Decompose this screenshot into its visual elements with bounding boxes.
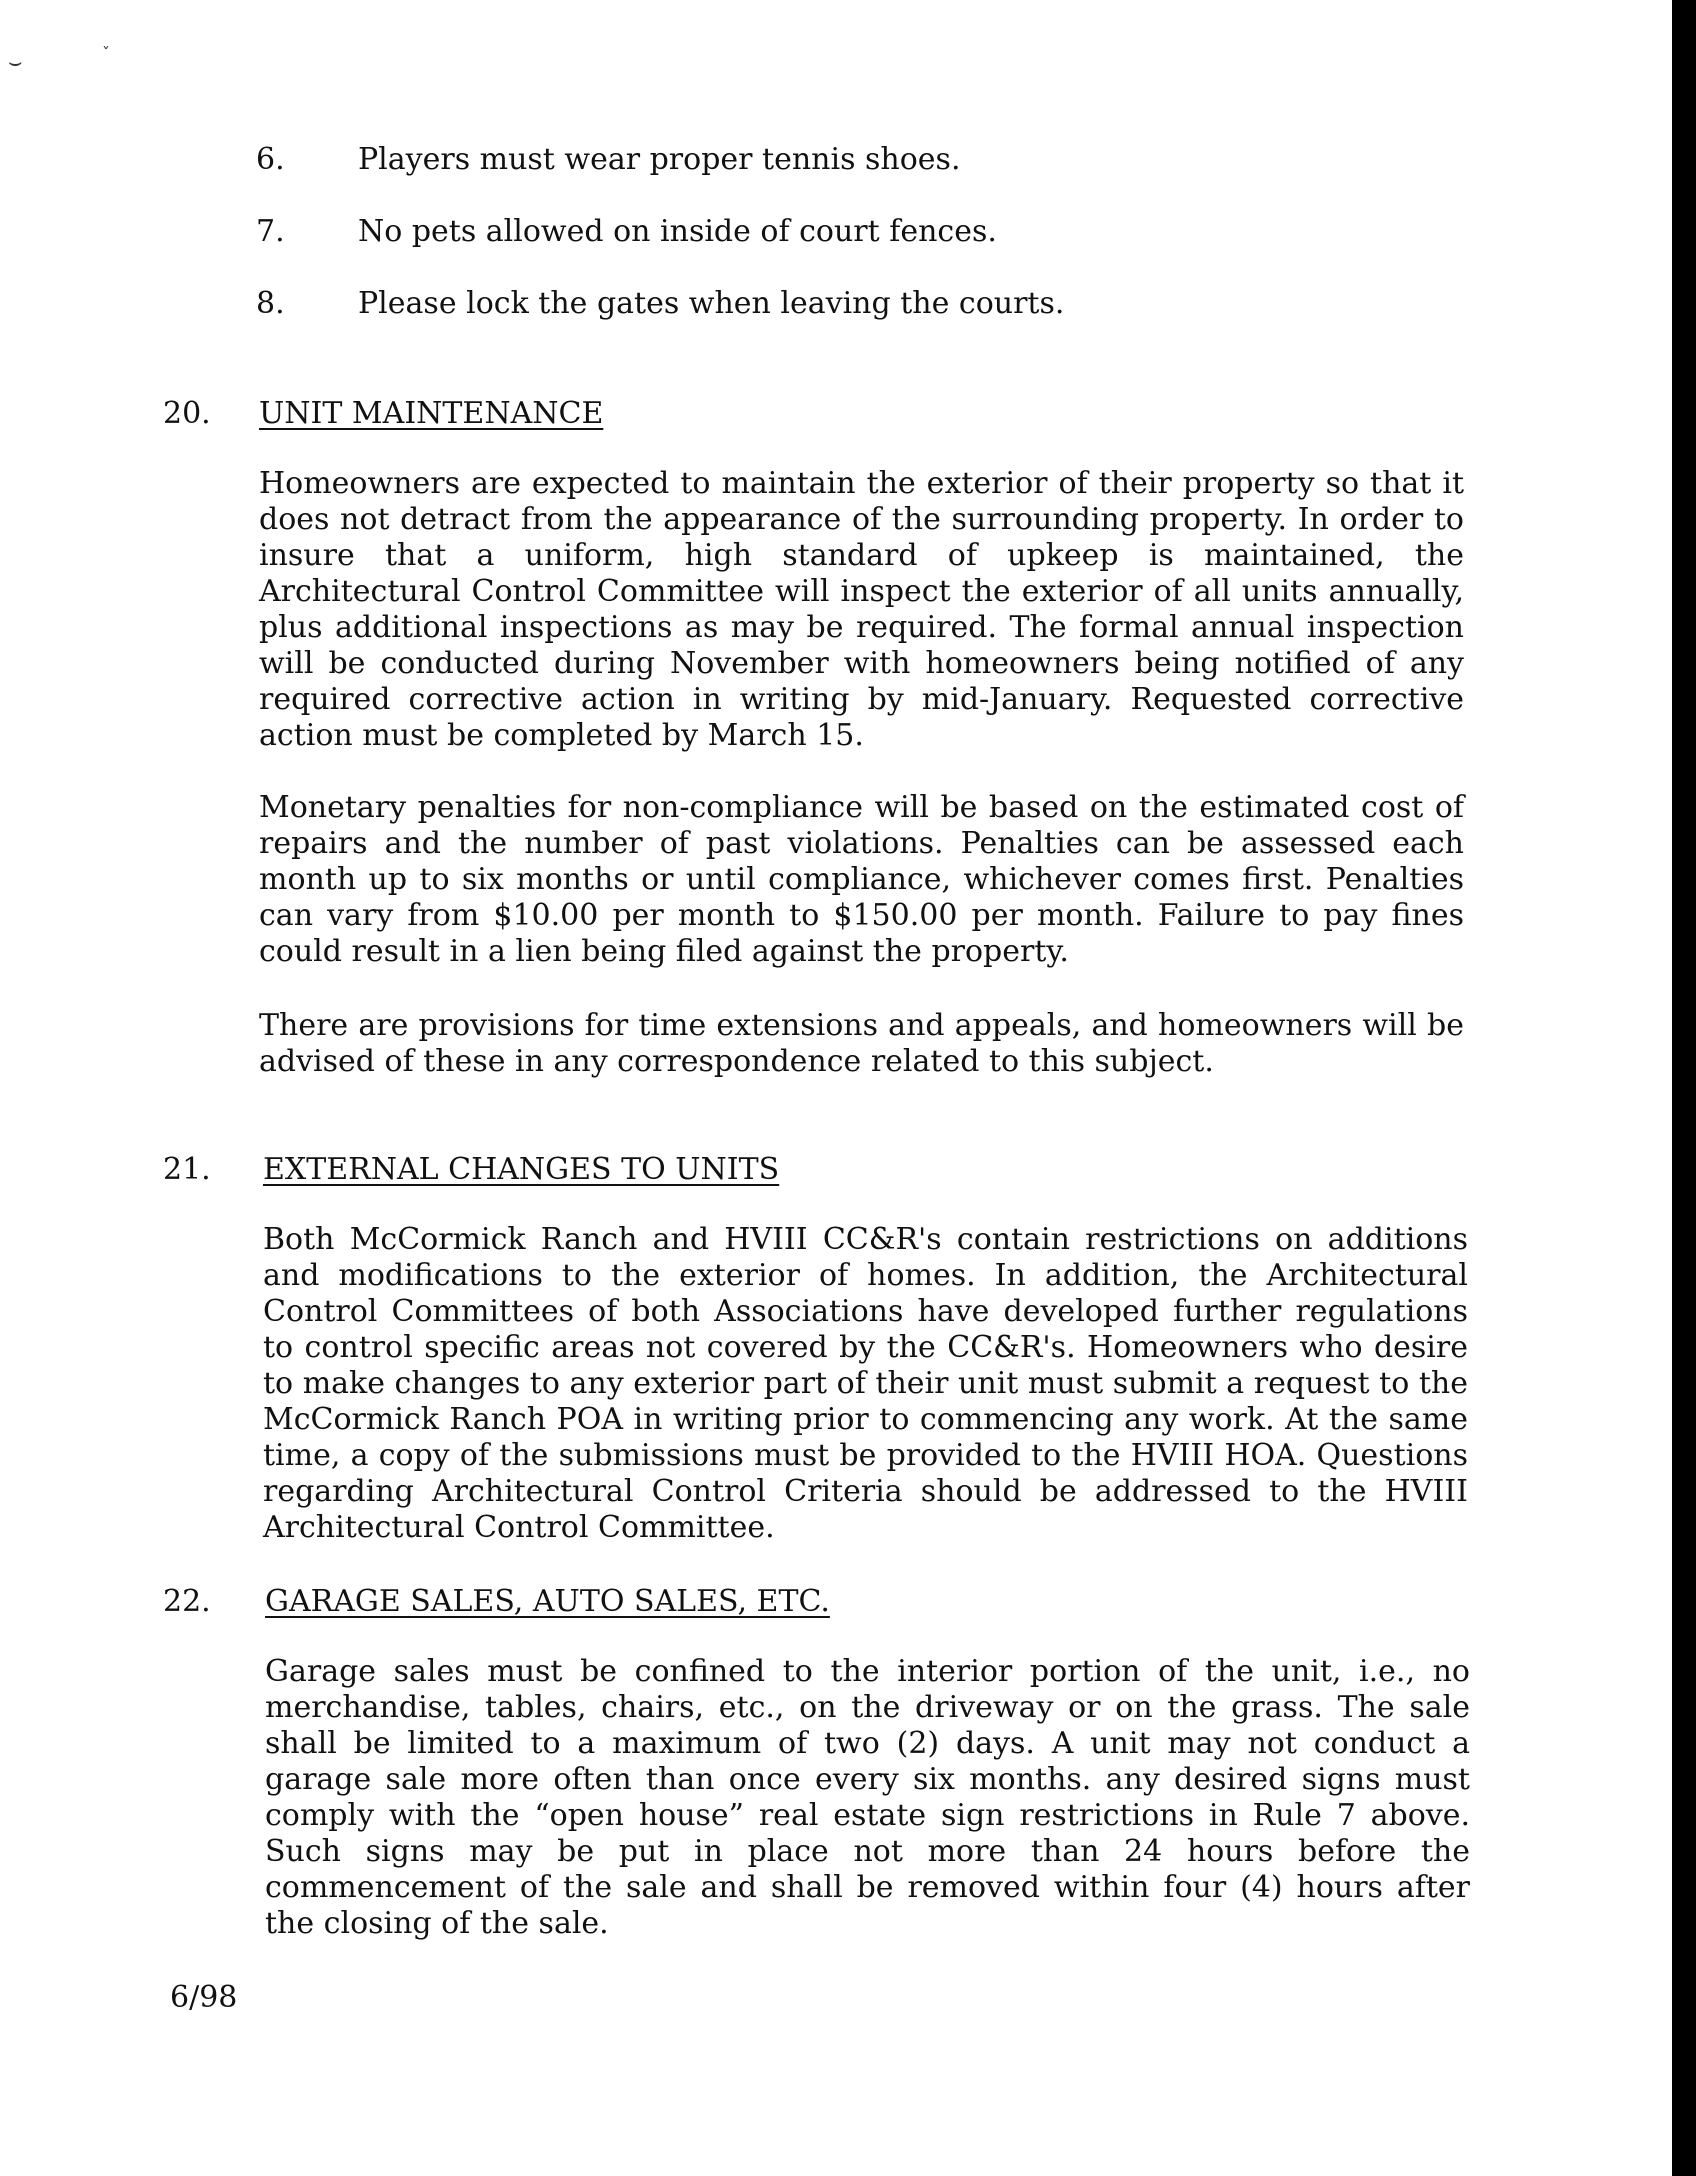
section-number: 22. — [163, 1584, 211, 1619]
paragraph: There are provisions for time extensions and appeals, and homeowners will be advised of these in any correspondence related to this subject. — [259, 1008, 1464, 1079]
paragraph: Monetary penalties for non-compliance will be based on the estimated cost of repairs and the number of past violations. Penalties can be assessed each month up to six months or until compliance, whichever comes first. Penalties can vary from $10.00 per month to $150.00 per month. Failure to pay fines could result in a lien being filed against the property. — [259, 790, 1464, 969]
list-item-number: 8. — [256, 286, 285, 321]
section-title: EXTERNAL CHANGES TO UNITS — [263, 1152, 780, 1187]
paragraph: Homeowners are expected to maintain the exterior of their property so that it does not detract from the appearance of the surrounding property. In order to insure that a uniform, high standard of upkeep is maintained, the Architectural Control Committee will inspect the exterior of all units annually, plus additional inspections as may be required. The formal annual inspection will be conducted during November with homeowners being notified of any required corrective action in writing by mid-January. Requested corrective action must be completed by March 15. — [259, 466, 1464, 753]
list-item-text: Players must wear proper tennis shoes. — [358, 142, 961, 177]
list-item-text: Please lock the gates when leaving the courts. — [358, 286, 1065, 321]
scan-border — [1672, 0, 1696, 2176]
section-title: UNIT MAINTENANCE — [259, 396, 604, 431]
paragraph: Both McCormick Ranch and HVIII CC&R's contain restrictions on additions and modifications to the exterior of homes. In addition, the Architectural Control Committees of both Associations have developed further regulations to control specific areas not covered by the CC&R's. Homeowners who desire to make changes to any exterior part of their unit must submit a request to the McCormick Ranch POA in writing prior to commencing any work. At the same time, a copy of the submissions must be provided to the HVIII HOA. Questions regarding Architectural Control Criteria should be addressed to the HVIII Architectural Control Committee. — [263, 1222, 1468, 1545]
list-item-text: No pets allowed on inside of court fences. — [358, 214, 997, 249]
paragraph: Garage sales must be confined to the interior portion of the unit, i.e., no merchandise, tables, chairs, etc., on the driveway or on the grass. The sale shall be limited to a maximum of two (2) days. A unit may not conduct a garage sale more often than once every six months. any desired signs must comply with the “open house” real estate sign restrictions in Rule 7 above. Such signs may be put in place not more than 24 hours before the commencement of the sale and shall be removed within four (4) hours after the closing of the sale. — [265, 1654, 1470, 1941]
scan-mark: ˇ — [102, 44, 110, 63]
footer-date: 6/98 — [170, 1980, 238, 2015]
list-item-number: 7. — [256, 214, 285, 249]
section-title: GARAGE SALES, AUTO SALES, ETC. — [265, 1584, 830, 1619]
section-number: 21. — [163, 1152, 211, 1187]
section-number: 20. — [163, 396, 211, 431]
scan-mark: ⌣ — [8, 50, 23, 75]
list-item-number: 6. — [256, 142, 285, 177]
